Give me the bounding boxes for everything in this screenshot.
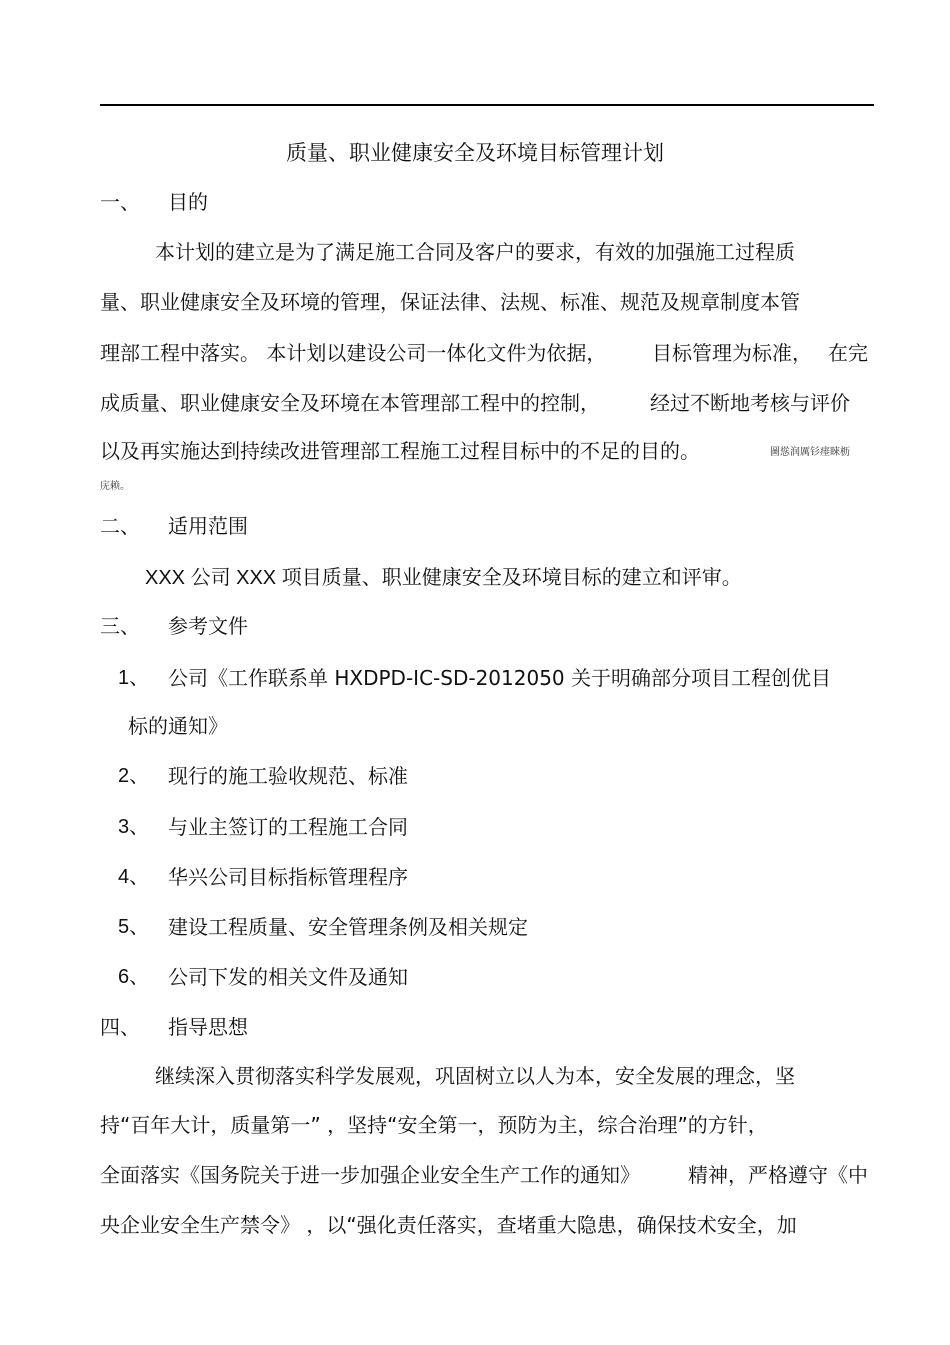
reference-5-number: 5、 [118, 916, 150, 938]
section-4-heading: 指导思想 [168, 1015, 248, 1039]
section-2-number: 二、 [100, 514, 140, 538]
guiding-line-2: 持“百年大计，质量第一” ，坚持“安全第一，预防为主，综合治理”的方针， [100, 1113, 768, 1137]
section-1-heading: 目的 [168, 190, 208, 214]
section-4-number: 四、 [100, 1015, 140, 1039]
purpose-line-1: 本计划的建立是为了满足施工合同及客户的要求，有效的加强施工过程质 [155, 240, 795, 264]
purpose-line-5: 以及再实施达到持续改进管理部工程施工过程目标中的不足的目的。 [100, 439, 700, 463]
purpose-line-2: 量、职业健康安全及环境的管理，保证法律、法规、标准、规范及规章制度本管 [100, 290, 800, 314]
reference-1-number: 1、 [118, 667, 150, 689]
section-3-number: 三、 [100, 614, 140, 638]
guiding-line-3a: 全面落实《国务院关于进一步加强企业安全生产工作的通知》 [100, 1163, 640, 1187]
purpose-line-3b: 目标管理为标准， [652, 341, 812, 365]
purpose-line-3c: 在完 [828, 341, 868, 365]
scope-text: XXX 公司 XXX 项目质量、职业健康安全及环境目标的建立和评审。 [145, 567, 742, 589]
reference-4-number: 4、 [118, 866, 150, 888]
top-rule [100, 104, 874, 106]
garbled-text-2: 庑赖。 [100, 481, 130, 492]
reference-6-number: 6、 [118, 966, 150, 988]
guiding-line-1: 继续深入贯彻落实科学发展观，巩固树立以人为本，安全发展的理念，坚 [155, 1064, 795, 1088]
section-1-number: 一、 [100, 190, 140, 214]
garbled-text-1: 圖慫润厲钐瘗睞枥 [770, 447, 850, 458]
reference-3-number: 3、 [118, 816, 150, 838]
reference-3-text: 与业主签订的工程施工合同 [168, 815, 408, 839]
purpose-line-4a: 成质量、职业健康安全及环境在本管理部工程中的控制， [100, 391, 600, 415]
guiding-line-4: 央企业安全生产禁令》 ，以“强化责任落实，查堵重大隐患，确保技术安全，加 [100, 1213, 797, 1237]
reference-1-text: 公司《工作联系单 HXDPD-IC-SD-2012050 关于明确部分项目工程创优目 [168, 666, 831, 690]
reference-2-text: 现行的施工验收规范、标准 [168, 764, 408, 788]
section-3-heading: 参考文件 [168, 614, 248, 638]
reference-1-continuation: 标的通知》 [128, 714, 228, 738]
reference-6-text: 公司下发的相关文件及通知 [168, 965, 408, 989]
reference-5-text: 建设工程质量、安全管理条例及相关规定 [168, 915, 528, 939]
purpose-line-4b: 经过不断地考核与评价 [650, 391, 850, 415]
reference-4-text: 华兴公司目标指标管理程序 [168, 865, 408, 889]
reference-2-number: 2、 [118, 765, 150, 787]
section-2-heading: 适用范围 [168, 514, 248, 538]
purpose-line-3a: 理部工程中落实。 本计划以建设公司一体化文件为依据， [100, 341, 607, 365]
guiding-line-3b: 精神，严格遵守《中 [688, 1163, 868, 1187]
document-title: 质量、职业健康安全及环境目标管理计划 [286, 141, 664, 165]
